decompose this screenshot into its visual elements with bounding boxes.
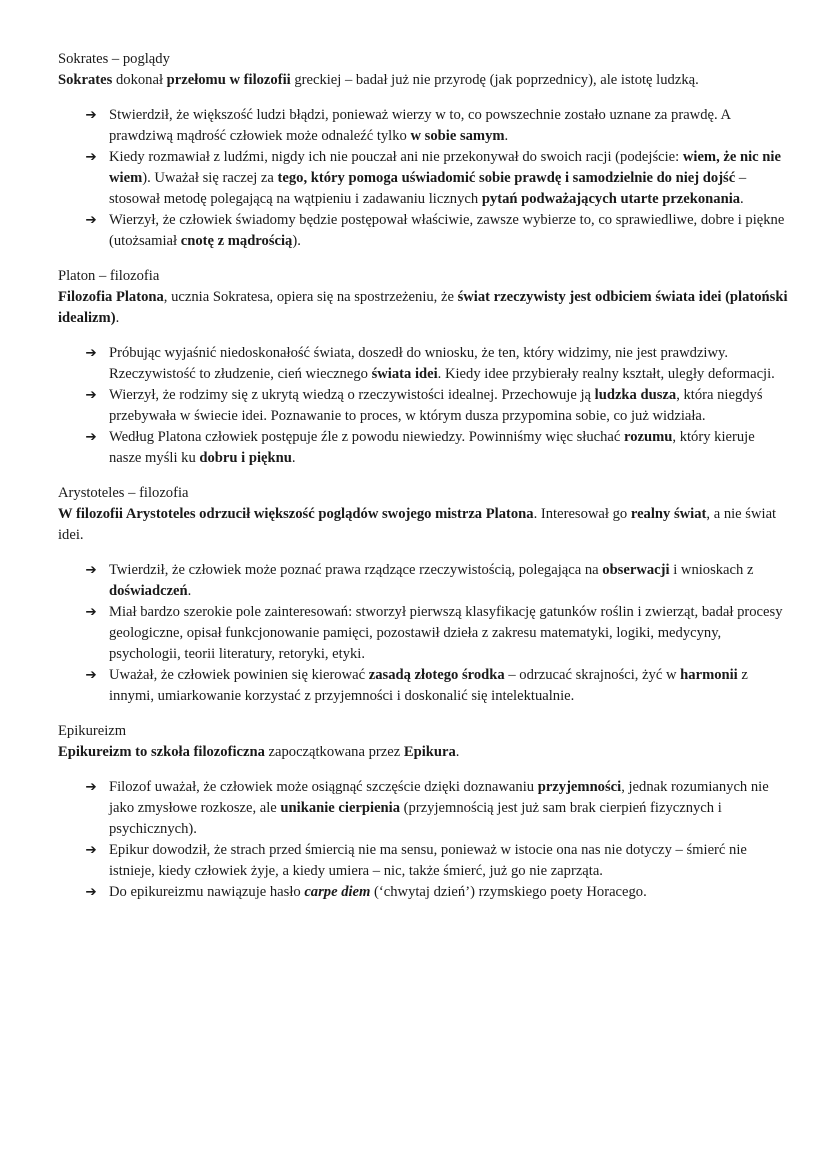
bold-text: świata idei	[371, 366, 438, 382]
section	[58, 721, 790, 903]
list-item	[58, 385, 790, 427]
arrow-right-icon: ➔	[85, 107, 97, 123]
arrow-right-icon: ➔	[85, 212, 97, 228]
text-run: Epikur dowodził, że strach przed śmiercią nie ma sensu, ponieważ w istocie ona nas nie dotyczy – śmierć nie istnieje, kiedy człowiek żyje, a kiedy umiera – nic, także śmierć, już go nie zaprząta.	[109, 842, 747, 879]
bold-text: dobru i pięknu	[199, 450, 292, 466]
bullet-list	[58, 777, 790, 903]
text-run: .	[115, 310, 120, 326]
section	[58, 483, 790, 707]
list-item	[58, 105, 790, 147]
list-item	[58, 147, 790, 210]
bold-text: wiem, że nic nie wiem	[109, 149, 781, 186]
text-run: Twierdził, że człowiek może poznać prawa rządzące rzeczywistością, polegająca na	[109, 562, 603, 578]
bold-text: cnotę z mądrością	[180, 233, 293, 249]
arrow-right-icon: ➔	[85, 779, 97, 795]
text-run: Stwierdził, że większość ludzi błądzi, ponieważ wierzy w to, co powszechnie zostało uznane za prawdę. A prawdziwą mądrość człowiek może odnaleźć tylko	[109, 107, 731, 144]
arrow-right-icon: ➔	[85, 149, 97, 165]
text-run: . Interesował go	[533, 506, 631, 522]
bold-text: Epikureizm to szkoła filozoficzna	[58, 744, 265, 760]
list-item	[58, 602, 790, 665]
text-run: (‘chwytaj dzień’) rzymskiego poety Horacego.	[370, 884, 647, 900]
document-page	[58, 49, 790, 903]
bullet-list	[58, 105, 790, 252]
section	[58, 266, 790, 469]
text-run: Według Platona człowiek postępuje źle z powodu niewiedzy. Powinniśmy więc słuchać	[109, 429, 625, 445]
text-run: – odrzucać skrajności, żyć w	[504, 667, 681, 683]
bullet-list	[58, 560, 790, 707]
bold-text: tego, który pomoga uświadomić sobie prawdę i samodzielnie do niej dojść	[277, 170, 736, 186]
text-run: , jednak rozumianych nie jako zmysłowe rozkosze, ale	[109, 779, 769, 816]
bold-text: Sokrates	[58, 72, 113, 88]
bold-text: obserwacji	[602, 562, 670, 578]
text-run: .	[504, 128, 509, 144]
text-run: , ucznia Sokratesa, opiera się na spostrzeżeniu, że	[163, 289, 458, 305]
arrow-right-icon: ➔	[85, 387, 97, 403]
text-run: .	[187, 583, 192, 599]
section-intro	[58, 504, 790, 546]
bold-text: realny świat	[630, 506, 707, 522]
text-run: z innymi, umiarkowanie korzystać z przyjemności i doskonalić się intelektualnie.	[109, 667, 748, 704]
text-run: Uważał, że człowiek powinien się kierować	[109, 667, 369, 683]
list-item	[58, 560, 790, 602]
text-run: – stosował metodę polegającą na wątpieniu i zadawaniu licznych	[109, 170, 747, 207]
text-run: Kiedy rozmawiał z ludźmi, nigdy ich nie pouczał ani nie przekonywał do swoich racji (podejście:	[109, 149, 683, 165]
text-run: (przyjemnością jest już sam brak cierpień fizycznych i psychicznych).	[109, 800, 722, 837]
text-run: dokonał	[112, 72, 167, 88]
bold-text: przełomu w filozofii	[166, 72, 291, 88]
list-item	[58, 343, 790, 385]
text-run: Próbując wyjaśnić niedoskonałość świata, doszedł do wniosku, że ten, który widzimy, nie jest prawdziwy. Rzeczywistość to złudzenie, cień wiecznego	[109, 345, 729, 382]
arrow-right-icon: ➔	[85, 429, 97, 445]
section-title: Epikureizm	[58, 723, 127, 739]
text-run: Miał bardzo szerokie pole zainteresowań: stworzył pierwszą klasyfikację gatunków roślin i zwierząt, badał procesy geologiczne, opisał funkcjonowanie pamięci, pozostawił dzieła z zakresu matematyki, logiki, medycyny, psychologii, teorii literatury, retoryki, etyki.	[109, 604, 783, 662]
text-run: greckiej – badał już nie przyrodę (jak poprzednicy), ale istotę ludzką.	[290, 72, 699, 88]
section-title: Arystoteles – filozofia	[58, 485, 189, 501]
arrow-right-icon: ➔	[85, 345, 97, 361]
bold-text: ludzka dusza	[594, 387, 677, 403]
text-run: .	[740, 191, 744, 207]
bold-text: pytań podważających utarte przekonania	[481, 191, 741, 207]
bold-text: unikanie cierpienia	[280, 800, 401, 816]
text-run: , który kieruje nasze myśli ku	[109, 429, 755, 466]
arrow-right-icon: ➔	[85, 562, 97, 578]
text-run: Wierzył, że rodzimy się z ukrytą wiedzą o rzeczywistości idealnej. Przechowuje ją	[109, 387, 595, 403]
bold-text: świat rzeczywisty jest odbiciem świata idei (platoński idealizm)	[58, 289, 788, 326]
bold-text: zasadą złotego środka	[368, 667, 505, 683]
bold-text: W filozofii Arystoteles odrzucił większość poglądów swojego mistrza Platona	[58, 506, 534, 522]
text-run: .	[455, 744, 460, 760]
section-title: Sokrates – poglądy	[58, 51, 170, 67]
text-run: , która niegdyś przebywała w świecie idei. Poznawanie to proces, w którym dusza przypomina sobie, co już widziała.	[109, 387, 763, 424]
list-item	[58, 427, 790, 469]
list-item	[58, 882, 790, 903]
text-run: ).	[292, 233, 301, 249]
text-run: ). Uważał się raczej za	[142, 170, 278, 186]
arrow-right-icon: ➔	[85, 667, 97, 683]
emphasis-text: carpe diem	[304, 884, 371, 900]
bold-text: Epikura	[403, 744, 456, 760]
text-run: . Kiedy idee przybierały realny kształt, uległy deformacji.	[437, 366, 775, 382]
bold-text: rozumu	[624, 429, 673, 445]
arrow-right-icon: ➔	[85, 604, 97, 620]
list-item	[58, 840, 790, 882]
list-item	[58, 210, 790, 252]
arrow-right-icon: ➔	[85, 884, 97, 900]
bullet-list	[58, 343, 790, 469]
list-item	[58, 777, 790, 840]
bold-text: harmonii	[680, 667, 738, 683]
section-intro	[58, 742, 790, 763]
text-run: Wierzył, że człowiek świadomy będzie postępował właściwie, zawsze wybierze to, co sprawiedliwe, dobre i piękne (utożsamiał	[109, 212, 785, 249]
bold-italic-span	[304, 884, 370, 900]
text-run: Filozof uważał, że człowiek może osiągnąć szczęście dzięki doznawaniu	[109, 779, 538, 795]
bold-text: Filozofia Platona	[58, 289, 164, 305]
text-run: Do epikureizmu nawiązuje hasło	[109, 884, 305, 900]
text-run: .	[291, 450, 296, 466]
section	[58, 49, 790, 252]
text-run: zapoczątkowana przez	[264, 744, 404, 760]
text-run: i wnioskach z	[669, 562, 754, 578]
section-intro	[58, 287, 790, 329]
arrow-right-icon: ➔	[85, 842, 97, 858]
text-run: , a nie świat idei.	[58, 506, 777, 543]
bold-text: doświadczeń	[109, 583, 188, 599]
bold-text: w sobie samym	[410, 128, 505, 144]
section-title: Platon – filozofia	[58, 268, 160, 284]
section-intro	[58, 70, 790, 91]
bold-text: przyjemności	[537, 779, 622, 795]
list-item	[58, 665, 790, 707]
